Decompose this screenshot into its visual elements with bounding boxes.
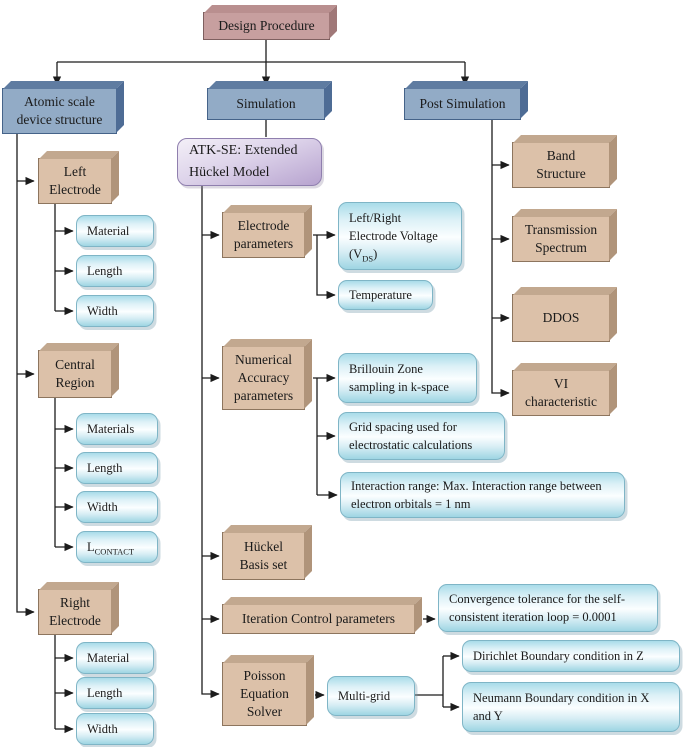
node-transmission-spectrum bbox=[512, 216, 610, 262]
node-label: Material bbox=[87, 223, 130, 238]
node-label: Convergence tolerance for the self-consistent iteration loop = 0.0001 bbox=[449, 591, 626, 624]
node-huckel-basis-set bbox=[222, 532, 305, 580]
node-brillouin-zone-sampling bbox=[338, 353, 477, 403]
node-right-electrode-width bbox=[76, 713, 154, 745]
node-neumann-boundary bbox=[462, 682, 680, 732]
node-left-right-electrode-voltage bbox=[338, 202, 462, 270]
node-label: Left/Right Electrode Voltage $(V_{DS})$ bbox=[349, 210, 438, 264]
node-vi-characteristic bbox=[512, 370, 610, 416]
node-right-electrode bbox=[38, 589, 112, 635]
node-label: Dirichlet Boundary condition in Z bbox=[473, 648, 644, 663]
node-label: Materials bbox=[87, 421, 135, 436]
node-label: Poisson Equation Solver bbox=[240, 667, 289, 720]
node-label: Post Simulation bbox=[419, 95, 506, 111]
node-label: Length bbox=[87, 263, 123, 278]
node-iteration-control-parameters bbox=[222, 604, 415, 634]
node-label: Length bbox=[87, 685, 123, 700]
node-left-electrode bbox=[38, 158, 112, 204]
node-label: Band Structure bbox=[536, 147, 586, 181]
node-label: Hückel Basis set bbox=[239, 538, 288, 572]
node-label: Iteration Control parameters bbox=[242, 610, 395, 626]
node-label: Width bbox=[87, 499, 118, 514]
subscript-contact: CONTACT bbox=[94, 546, 135, 557]
node-central-region-length bbox=[76, 452, 158, 484]
node-central-region-width bbox=[76, 491, 158, 523]
node-post-simulation bbox=[404, 88, 521, 120]
node-label: Length bbox=[87, 460, 123, 475]
node-label: Left Electrode bbox=[49, 163, 101, 197]
node-label: VI characteristic bbox=[525, 375, 597, 409]
node-label: Transmission Spectrum bbox=[524, 221, 598, 255]
node-left-electrode-width bbox=[76, 295, 154, 327]
node-atk-se-extended-huckel-model bbox=[177, 138, 322, 186]
node-label: DDOS bbox=[542, 309, 580, 325]
node-label: Brillouin Zone sampling in k-space bbox=[349, 361, 449, 394]
node-label: Interaction range: Max. Interaction range between electron orbitals = 1 nm bbox=[351, 478, 602, 511]
node-label: ATK-SE: Extended Hückel Model bbox=[189, 143, 298, 180]
node-simulation bbox=[207, 88, 325, 120]
node-label: $L_{CONTACT}$ bbox=[87, 539, 135, 557]
node-left-electrode-material bbox=[76, 215, 154, 247]
node-label: Right Electrode bbox=[49, 594, 101, 628]
node-label: Atomic scale device structure bbox=[16, 93, 103, 127]
node-ddos bbox=[512, 294, 610, 342]
node-label: Material bbox=[87, 650, 130, 665]
node-central-region bbox=[38, 350, 112, 398]
node-label: Electrode parameters bbox=[233, 217, 294, 251]
node-label: Neumann Boundary condition in X and Y bbox=[473, 690, 650, 723]
node-left-electrode-length bbox=[76, 255, 154, 287]
node-poisson-equation-solver bbox=[222, 662, 307, 726]
node-multi-grid bbox=[327, 676, 415, 716]
node-central-region-materials bbox=[76, 413, 158, 445]
node-label: Central Region bbox=[55, 356, 95, 390]
node-right-electrode-material bbox=[76, 642, 154, 674]
node-electrode-parameters bbox=[222, 212, 305, 258]
node-label: Design Procedure bbox=[218, 17, 315, 33]
node-label: Multi-grid bbox=[338, 688, 391, 703]
node-interaction-range bbox=[340, 472, 625, 518]
node-design-procedure bbox=[203, 12, 330, 40]
node-convergence-tolerance bbox=[438, 584, 658, 632]
node-central-region-l-contact bbox=[76, 531, 158, 563]
node-atomic-scale-device-structure bbox=[2, 88, 117, 134]
node-label: Numerical Accuracy parameters bbox=[233, 351, 294, 404]
node-temperature bbox=[338, 280, 433, 310]
node-label: Simulation bbox=[236, 95, 296, 111]
node-grid-spacing bbox=[338, 412, 505, 460]
node-label: Grid spacing used for electrostatic calculations bbox=[349, 419, 473, 452]
node-right-electrode-length bbox=[76, 677, 154, 709]
node-dirichlet-boundary bbox=[462, 640, 680, 672]
node-label: Width bbox=[87, 721, 118, 736]
node-band-structure bbox=[512, 142, 610, 188]
node-label: Temperature bbox=[349, 287, 412, 302]
node-label: Width bbox=[87, 303, 118, 318]
node-numerical-accuracy-parameters bbox=[222, 346, 305, 410]
subscript-ds: DS bbox=[362, 253, 374, 264]
